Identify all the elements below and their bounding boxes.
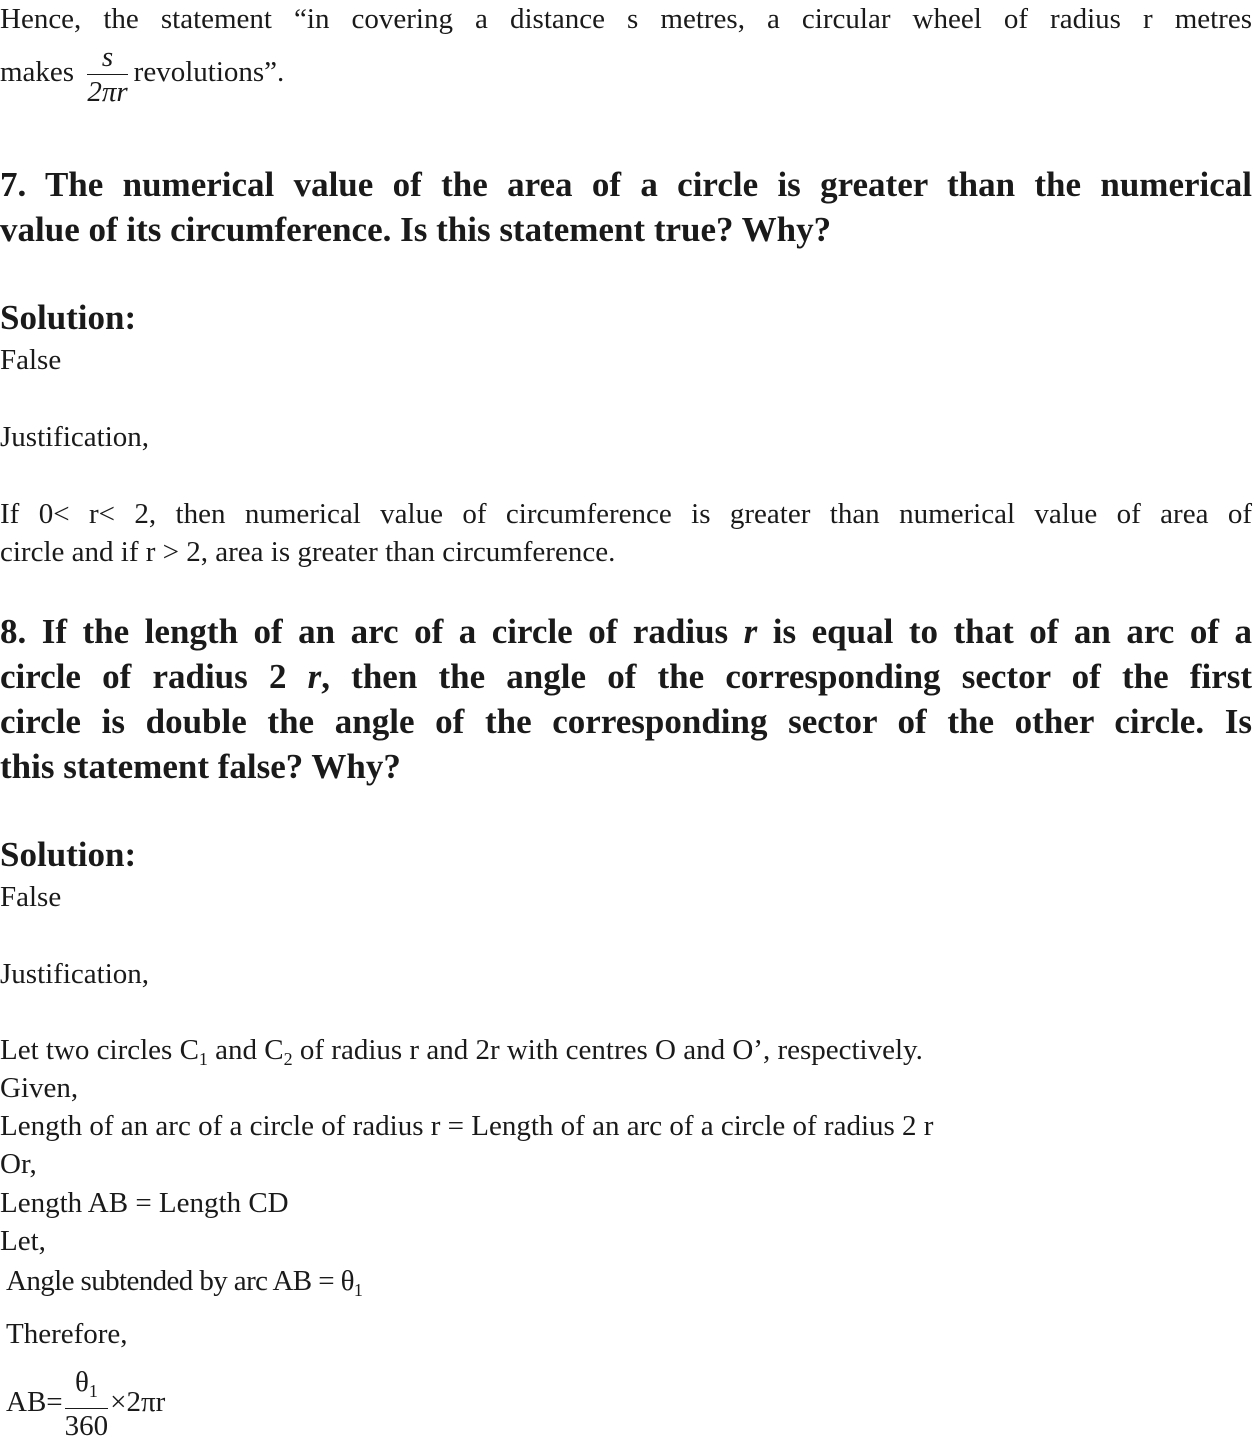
- q8-therefore: Therefore,: [6, 1318, 128, 1350]
- intro-fraction: [87, 42, 127, 107]
- fraction-numerator: s: [87, 42, 127, 75]
- let-subscript-1: 1: [198, 1049, 208, 1069]
- fraction-denominator: 2πr: [87, 76, 128, 108]
- intro-revolutions: revolutions”.: [133, 56, 285, 89]
- q8-given: Given,: [0, 1072, 79, 1104]
- q7-justification-label: Justification,: [0, 421, 150, 453]
- question-7-line-2: value of its circumference. Is this statement true? Why?: [0, 210, 832, 249]
- q8-line1-text-b: is equal to that of an arc of a: [757, 612, 1252, 651]
- question-8-line-1: [0, 609, 1252, 654]
- q8-ab-formula: [6, 1366, 165, 1441]
- q8-or: Or,: [0, 1148, 37, 1180]
- q8-line1-variable-r: r: [743, 612, 758, 651]
- q8-line2-variable-r: r: [307, 657, 322, 696]
- intro-line-2: [0, 42, 284, 107]
- let-text-c: of radius r and 2r with centres O and O’, respectively.: [292, 1034, 923, 1066]
- ab-fraction: [65, 1367, 109, 1441]
- question-8-line-3: circle is double the angle of the corresponding sector of the other circle. Is: [0, 702, 1252, 741]
- let-text-b: and C: [207, 1034, 284, 1066]
- intro-makes: makes: [0, 56, 75, 89]
- q8-justification-label: Justification,: [0, 958, 150, 990]
- q8-answer: False: [0, 881, 62, 913]
- let-subscript-2: 2: [283, 1049, 293, 1069]
- q8-line2-text-a: circle of radius 2: [0, 657, 308, 696]
- q8-given-equation: Length of an arc of a circle of radius r = Length of an arc of a circle of radius 2 r: [0, 1110, 934, 1142]
- ab-theta-subscript: 1: [88, 1381, 98, 1402]
- q7-solution-heading: Solution:: [0, 298, 137, 337]
- question-8-line-4: this statement false? Why?: [0, 747, 401, 786]
- question-7-line-1: 7. The numerical value of the area of a circle is greater than the numerical: [0, 165, 1252, 204]
- q7-justification-line-2: circle and if r > 2, area is greater than circumference.: [0, 536, 616, 568]
- q8-let-two-circles: [0, 1031, 923, 1078]
- q8-solution-heading: Solution:: [0, 835, 137, 874]
- ab-suffix: ×2πr: [110, 1386, 166, 1418]
- q7-justification-line-1: If 0< r< 2, then numerical value of circumference is greater than numerical value of area of: [0, 498, 1252, 530]
- q8-length-equation: Length AB = Length CD: [0, 1187, 289, 1219]
- q8-line2-text-b: , then the angle of the corresponding sector of the first: [321, 657, 1253, 696]
- ab-fraction-numerator: [65, 1367, 109, 1409]
- question-7: [0, 162, 1252, 252]
- q8-let: Let,: [0, 1225, 46, 1257]
- angle-subscript: 1: [353, 1280, 363, 1300]
- ab-theta: θ: [74, 1366, 89, 1399]
- question-8: [0, 609, 1252, 789]
- ab-fraction-denominator: 360: [64, 1410, 109, 1443]
- ab-prefix: AB=: [6, 1386, 63, 1418]
- q8-angle-subtended: [6, 1262, 362, 1309]
- let-text-a: Let two circles C: [0, 1034, 199, 1066]
- angle-text: Angle subtended by arc AB = θ: [6, 1265, 354, 1297]
- intro-line-1: Hence, the statement “in covering a distance s metres, a circular wheel of radius r metres: [0, 3, 1252, 35]
- question-8-line-2: [0, 654, 1252, 699]
- q7-answer: False: [0, 344, 62, 376]
- q8-line1-text-a: 8. If the length of an arc of a circle of radius: [0, 612, 744, 651]
